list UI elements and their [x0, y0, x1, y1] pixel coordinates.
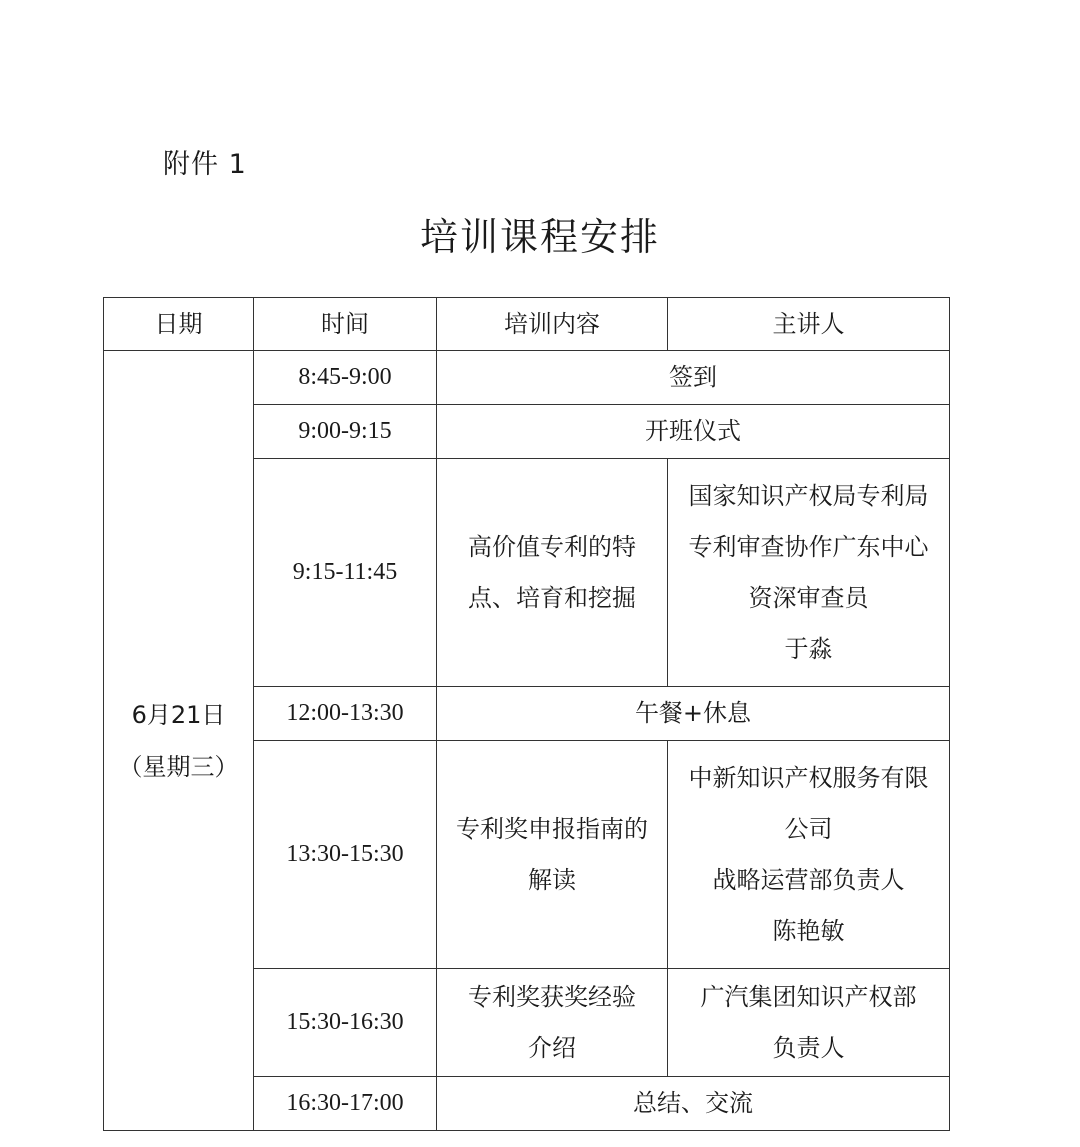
speaker-cell [668, 459, 950, 687]
content-cell: 签到 [437, 351, 950, 405]
content-cell: 午餐+休息 [437, 687, 950, 741]
content-cell [437, 459, 668, 687]
speaker-line: 陈艳敏 [772, 916, 845, 945]
header-time: 时间 [254, 298, 437, 351]
content-line: 专利奖申报指南的 [456, 814, 648, 843]
speaker-line: 国家知识产权局专利局 [688, 481, 929, 510]
header-date: 日期 [104, 298, 254, 351]
speaker-line: 广汽集团知识产权部 [700, 982, 917, 1011]
table-row [104, 351, 950, 405]
header-speaker: 主讲人 [668, 298, 950, 351]
content-line: 点、培育和挖掘 [468, 583, 636, 612]
time-cell: 9:00-9:15 [254, 405, 437, 459]
content-cell [437, 969, 668, 1077]
table-header-row [104, 298, 950, 351]
speaker-line: 于淼 [784, 634, 833, 663]
speaker-cell [668, 741, 950, 969]
date-cell [104, 351, 254, 1131]
speaker-line: 战略运营部负责人 [712, 865, 905, 894]
speaker-cell [668, 969, 950, 1077]
attachment-label: 附件 1 [163, 149, 247, 180]
time-cell: 9:15-11:45 [254, 459, 437, 687]
content-cell: 总结、交流 [437, 1077, 950, 1131]
content-line: 解读 [528, 865, 576, 894]
speaker-line: 公司 [784, 814, 833, 843]
time-cell: 12:00-13:30 [254, 687, 437, 741]
time-cell: 16:30-17:00 [254, 1077, 437, 1131]
header-content: 培训内容 [437, 298, 668, 351]
content-line: 专利奖获奖经验 [468, 982, 636, 1011]
content-cell [437, 741, 668, 969]
weekday-value: （星期三） [118, 752, 239, 781]
page-title: 培训课程安排 [419, 215, 660, 259]
speaker-line: 负责人 [772, 1033, 845, 1062]
time-cell: 15:30-16:30 [254, 969, 437, 1077]
speaker-line: 专利审查协作广东中心 [688, 532, 929, 561]
content-line: 介绍 [528, 1033, 576, 1062]
content-cell: 开班仪式 [437, 405, 950, 459]
content-line: 高价值专利的特 [468, 532, 636, 561]
speaker-line: 中新知识产权服务有限 [688, 763, 929, 792]
time-cell: 13:30-15:30 [254, 741, 437, 969]
schedule-table [103, 297, 950, 1131]
speaker-line: 资深审查员 [748, 583, 869, 612]
time-cell: 8:45-9:00 [254, 351, 437, 405]
date-value: 6月21日 [131, 700, 226, 729]
